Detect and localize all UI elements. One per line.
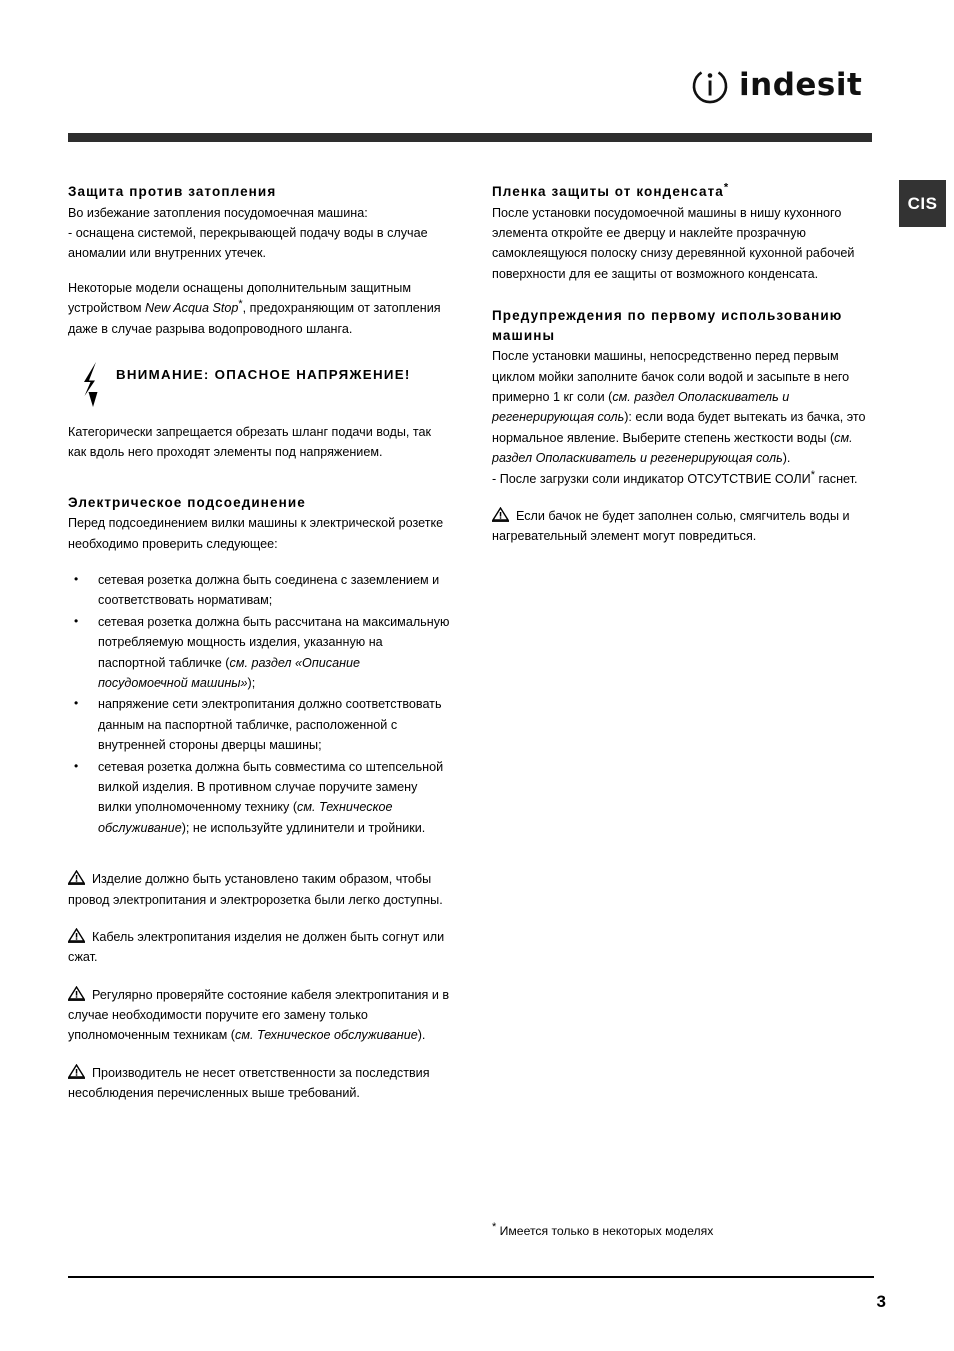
flood-para2-part1: Некоторые модели оснащены дополнительным защитным устройством <box>68 280 411 316</box>
footnote-asterisk: * <box>492 1220 497 1233</box>
warning-text-1: Кабель электропитания изделия не должен быть согнут или сжат. <box>68 929 445 965</box>
warning-triangle-icon <box>68 870 85 885</box>
bullet-text-2: ); <box>247 675 256 690</box>
warning-italic: см. Техническое обслуживание <box>235 1028 418 1043</box>
page-number: 3 <box>876 1292 886 1311</box>
header-divider <box>68 133 872 142</box>
right-column <box>492 182 874 559</box>
danger-body: Категорически запрещается обрезать шланг подачи воды, так как вдоль него проходят элементы под напряжением. <box>68 424 432 460</box>
section-title-first-use: Предупреждения по первому использованию машины <box>492 308 843 343</box>
warning-triangle-icon <box>68 1064 85 1079</box>
first-use-part3: ). <box>782 451 791 466</box>
list-item <box>68 694 450 755</box>
section-title-flood-protection: Защита против затопления <box>68 184 277 199</box>
flood-protection-paragraph-2 <box>68 278 450 339</box>
warning-text-1: Производитель не несет ответственности за последствия несоблюдения перечисленных выше требований. <box>68 1065 430 1101</box>
warning-text-1: Если бачок не будет заполнен солью, смягчитель воды и нагревательный элемент могут повредиться. <box>492 508 850 544</box>
lightning-bolt-icon <box>82 362 104 408</box>
flood-para2-italic: New Acqua Stop <box>145 301 239 316</box>
electrical-requirements-list <box>68 570 450 838</box>
bullet-text-1: сетевая розетка должна быть рассчитана на максимальную потребляемую мощность изделия, указанную на паспортной табличке ( <box>98 614 450 670</box>
electrical-intro: Перед подсоединением вилки машины к электрической розетке необходимо проверить следующее: <box>68 516 444 551</box>
salt-indicator-text-2: гаснет. <box>814 471 858 486</box>
warning-triangle-icon <box>492 507 509 522</box>
salt-indicator-line <box>492 469 874 489</box>
warning-text-1: Изделие должно быть установлено таким образом, чтобы провод электропитания и электророзетка были легко доступны. <box>68 872 443 907</box>
danger-title: ВНИМАНИЕ: ОПАСНОЕ НАПРЯЖЕНИЕ! <box>116 366 411 382</box>
footer-divider <box>68 1276 874 1278</box>
first-use-part2: ): если вода будет вытекать из бачка, это нормальное явление. Выберите степень жесткости воды ( <box>492 410 866 445</box>
first-use-italic-2: см. раздел Ополаскиватель и регенерирующая соль <box>492 430 853 466</box>
bullet-text-2: ); не используйте удлинители и тройники. <box>181 820 426 835</box>
bullet-italic: см. раздел «Описание посудомоечной машины» <box>98 655 361 690</box>
indesit-i-circle-logo-icon <box>690 65 730 105</box>
bullet-text-1: сетевая розетка должна быть соединена с заземлением и соответствовать нормативам; <box>98 573 440 608</box>
first-use-part1: После установки машины, непосредственно перед первым циклом мойки заполните бачок соли водой и засыпьте в него примерно 1 кг соли ( <box>492 349 850 405</box>
warning-note <box>68 927 450 968</box>
list-item <box>68 612 450 694</box>
brand-name: indesit <box>739 66 863 103</box>
warning-note <box>68 1063 450 1104</box>
flood-para2-part2: , предохраняющим от затопления даже в случае разрыва водопроводного шланга. <box>68 301 441 336</box>
list-item <box>68 757 450 839</box>
first-use-italic-1: см. раздел Ополаскиватель и регенерирующая соль <box>492 390 790 425</box>
condensate-film-body: После установки посудомоечной машины в нишу кухонного элемента откройте ее дверцу и наклейте прозрачную самоклеящуюся полоску снизу деревянной кухонной рабочей поверхности для ее защиты от возможного конденсата. <box>492 205 855 281</box>
condensate-title-asterisk: * <box>723 181 730 194</box>
first-use-paragraph <box>492 346 874 468</box>
bullet-italic: см. Техническое обслуживание <box>98 800 393 835</box>
warning-text-1: Регулярно проверяйте состояние кабеля электропитания и в случае необходимости поручите его замену только уполномоченным техникам ( <box>68 987 450 1043</box>
flood-para2-asterisk: * <box>238 297 243 310</box>
left-column <box>68 182 450 1116</box>
flood-protection-line2: - оснащена системой, перекрывающей подачу воды в случае аномалии или внутренних утечек. <box>68 225 428 261</box>
warning-triangle-icon <box>68 928 85 943</box>
section-title-condensate-film <box>492 182 874 202</box>
footnote <box>492 1222 713 1240</box>
salt-indicator-asterisk: * <box>810 468 815 481</box>
warning-triangle-icon <box>68 986 85 1001</box>
danger-callout <box>68 361 450 408</box>
brand-logo <box>690 62 880 108</box>
warning-note <box>492 506 874 547</box>
language-tab-cis <box>899 180 946 227</box>
salt-indicator-text-1: - После загрузки соли индикатор ОТСУТСТВИЕ СОЛИ <box>492 471 811 486</box>
language-tab-label: CIS <box>907 193 938 213</box>
footnote-text: Имеется только в некоторых моделях <box>496 1224 714 1238</box>
bullet-text-1: напряжение сети электропитания должно соответствовать данным на паспортной табличке, расположенной с внутренней стороны дверцы машины; <box>98 697 442 753</box>
condensate-title-text: Пленка защиты от конденсата <box>492 184 724 199</box>
section-title-electrical-connection: Электрическое подсоединение <box>68 494 306 510</box>
warning-note <box>68 869 450 910</box>
warning-text-2: ). <box>417 1028 426 1043</box>
bullet-text-1: сетевая розетка должна быть совместима со штепсельной вилкой изделия. В противном случае поручите замену вилки уполномоченному технику ( <box>98 759 444 815</box>
list-item <box>68 570 450 611</box>
flood-protection-intro: Во избежание затопления посудомоечная машина: <box>68 205 368 220</box>
warning-note <box>68 985 450 1046</box>
